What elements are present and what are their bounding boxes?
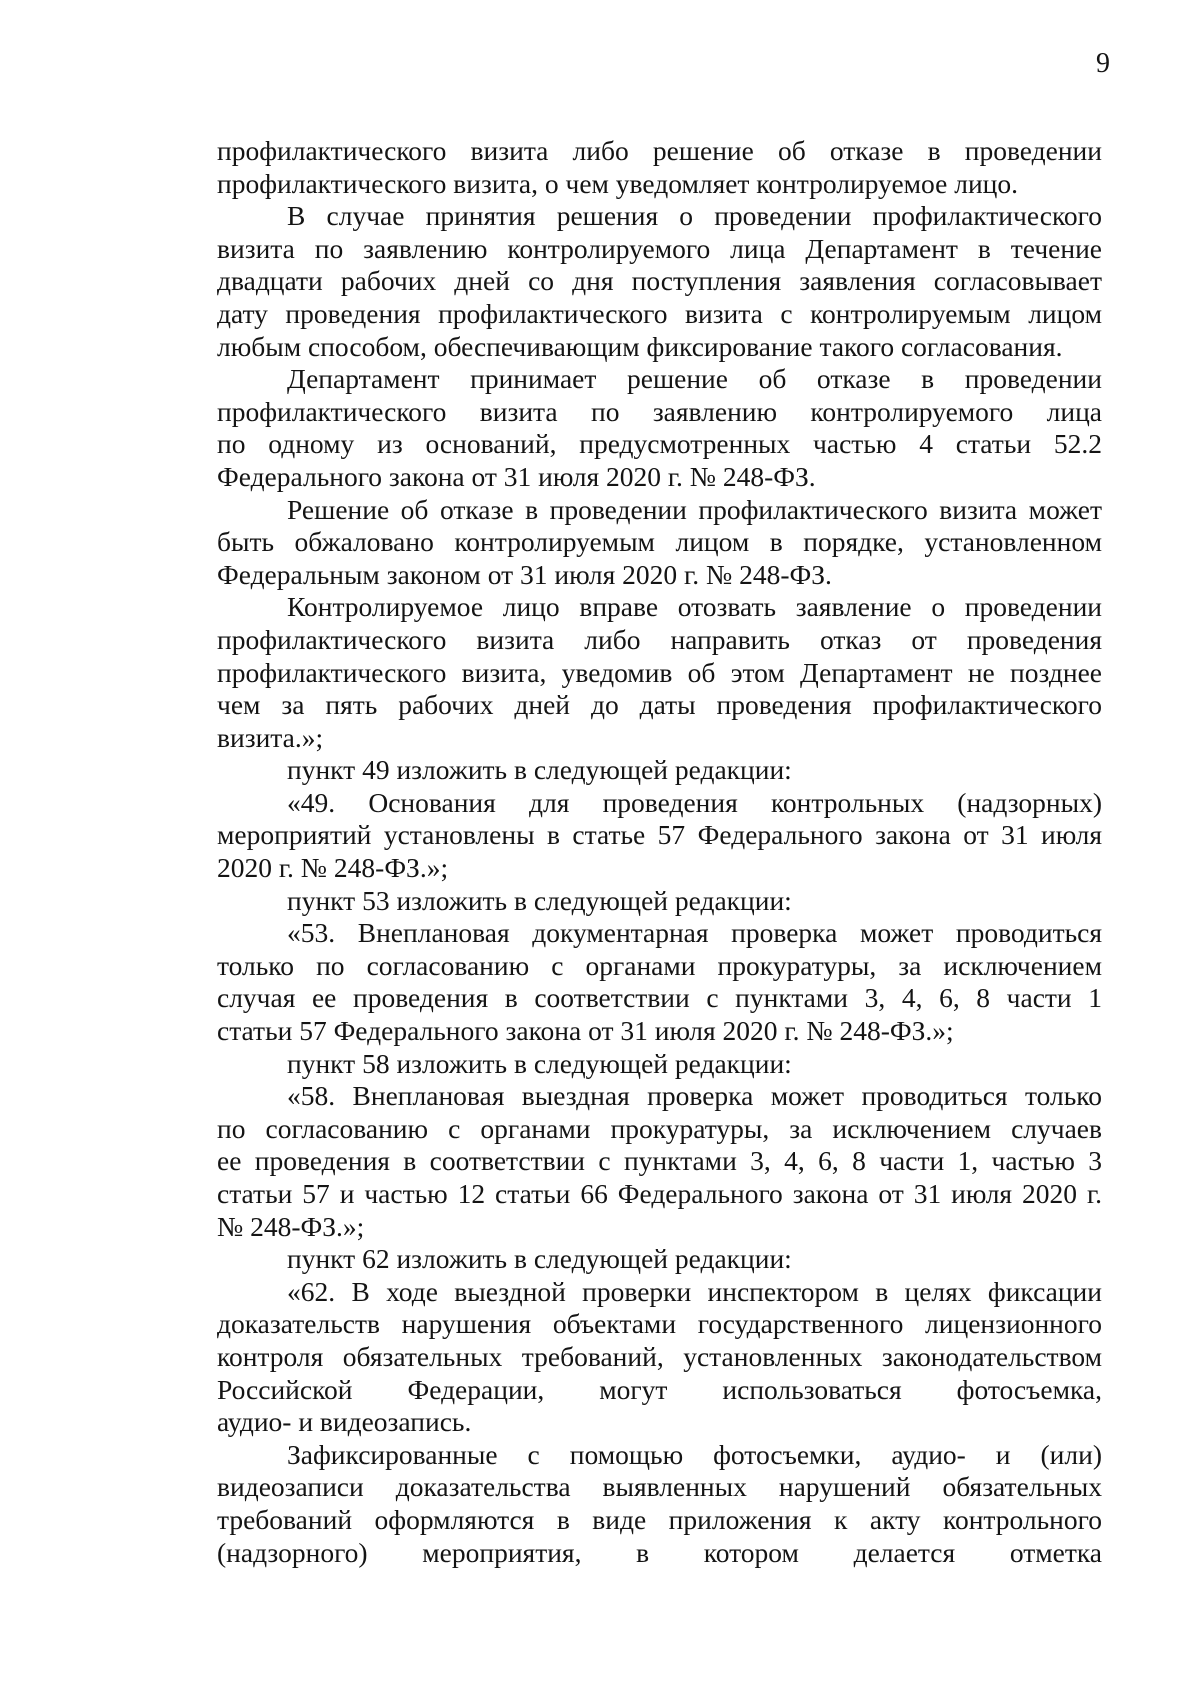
paragraph: [217, 885, 1102, 918]
text-line: ее проведения в соответствии с пунктами 3, 4, 6, 8 части 1, частью 3: [217, 1145, 1102, 1177]
text-line: пункт 53 изложить в следующей редакции:: [287, 884, 792, 916]
text-line: 2020 г. № 248-ФЗ.»;: [217, 852, 449, 884]
paragraph: [217, 1080, 1102, 1243]
paragraph: [217, 917, 1102, 1047]
text-line: доказательств нарушения объектами государственного лицензионного: [217, 1308, 1102, 1340]
text-line: пункт 49 изложить в следующей редакции:: [287, 754, 792, 786]
text-line: чем за пять рабочих дней до даты проведения профилактического: [217, 689, 1102, 721]
paragraph: [217, 754, 1102, 787]
paragraph: [217, 494, 1102, 592]
text-line: по одному из оснований, предусмотренных частью 4 статьи 52.2: [217, 428, 1102, 460]
text-line: статьи 57 и частью 12 статьи 66 Федерального закона от 31 июля 2020 г.: [217, 1178, 1102, 1209]
text-line: профилактического визита, о чем уведомляет контролируемое лицо.: [217, 167, 1019, 199]
paragraph: [217, 135, 1102, 200]
text-line: Решение об отказе в проведении профилактического визита может: [287, 493, 1102, 525]
text-line: «49. Основания для проведения контрольных (надзорных): [287, 786, 1102, 818]
text-line: аудио- и видеозапись.: [217, 1406, 472, 1438]
text-line: «53. Внеплановая документарная проверка может проводиться: [287, 917, 1102, 949]
text-line: быть обжаловано контролируемым лицом в порядке, установленном: [217, 526, 1102, 558]
text-line: только по согласованию с органами прокуратуры, за исключением: [217, 949, 1102, 981]
page-number: 9: [1096, 48, 1110, 79]
text-line: случая ее проведения в соответствии с пунктами 3, 4, 6, 8 части 1: [217, 982, 1102, 1014]
text-line: Федерального закона от 31 июля 2020 г. № 248-ФЗ.: [217, 460, 816, 492]
text-line: статьи 57 Федерального закона от 31 июля 2020 г. № 248-ФЗ.»;: [217, 1015, 954, 1047]
text-line: профилактического визита, уведомив об этом Департамент не позднее: [217, 656, 1102, 688]
text-line: профилактического визита либо направить отказ от проведения: [217, 623, 1102, 655]
text-line: контроля обязательных требований, установленных законодательством: [217, 1340, 1102, 1372]
text-line: видеозаписи доказательства выявленных нарушений обязательных: [217, 1471, 1102, 1503]
document-body: [217, 135, 1102, 1569]
text-line: дату проведения профилактического визита с контролируемым лицом: [217, 297, 1102, 329]
paragraph: [217, 1048, 1102, 1081]
text-line: Федеральным законом от 31 июля 2020 г. № 248-ФЗ.: [217, 558, 832, 590]
text-line: любым способом, обеспечивающим фиксирование такого согласования.: [217, 330, 1063, 362]
text-line: (надзорного) мероприятия, в котором делается отметка: [217, 1536, 1102, 1568]
paragraph: [217, 363, 1102, 493]
text-line: «62. В ходе выездной проверки инспектором в целях фиксации: [287, 1275, 1102, 1307]
text-line: пункт 58 изложить в следующей редакции:: [287, 1047, 792, 1079]
text-line: профилактического визита по заявлению контролируемого лица: [217, 395, 1102, 427]
text-line: Зафиксированные с помощью фотосъемки, аудио- и (или): [287, 1438, 1102, 1470]
text-line: Контролируемое лицо вправе отозвать заявление о проведении: [287, 591, 1102, 623]
paragraph: [217, 1276, 1102, 1439]
text-line: мероприятий установлены в статье 57 Федерального закона от 31 июля: [217, 819, 1102, 851]
paragraph: [217, 591, 1102, 754]
paragraph: [217, 1243, 1102, 1276]
text-line: по согласованию с органами прокуратуры, за исключением случаев: [217, 1112, 1102, 1144]
text-line: Департамент принимает решение об отказе в проведении: [287, 363, 1102, 395]
text-line: пункт 62 изложить в следующей редакции:: [287, 1243, 792, 1275]
text-line: профилактического визита либо решение об отказе в проведении: [217, 135, 1102, 166]
paragraph: [217, 787, 1102, 885]
text-line: требований оформляются в виде приложения к акту контрольного: [217, 1503, 1102, 1535]
text-line: Российской Федерации, могут использоваться фотосъемка,: [217, 1373, 1102, 1405]
paragraph: [217, 1439, 1102, 1569]
text-line: визита.»;: [217, 721, 324, 753]
text-line: визита по заявлению контролируемого лица Департамент в течение: [217, 232, 1102, 264]
paragraph: [217, 200, 1102, 363]
text-line: «58. Внеплановая выездная проверка может проводиться только: [287, 1080, 1102, 1112]
text-line: В случае принятия решения о проведении профилактического: [287, 200, 1102, 232]
text-line: № 248-ФЗ.»;: [217, 1210, 365, 1242]
text-line: двадцати рабочих дней со дня поступления заявления согласовывает: [217, 265, 1102, 297]
